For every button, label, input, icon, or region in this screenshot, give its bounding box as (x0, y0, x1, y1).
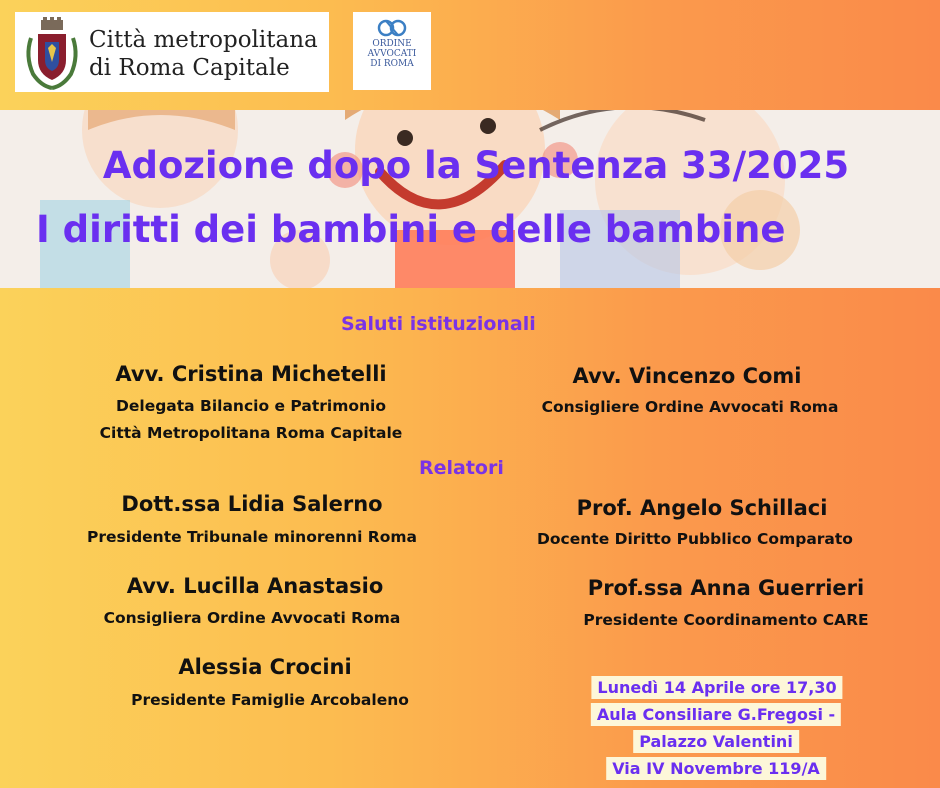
speaker-role: Presidente Tribunale minorenni Roma (87, 528, 417, 546)
speaker-name: Prof.ssa Anna Guerrieri (587, 576, 865, 600)
children-illustration (0, 110, 940, 288)
saluti-right-name: Avv. Vincenzo Comi (572, 364, 802, 388)
speaker-role: Docente Diritto Pubblico Comparato (537, 530, 853, 548)
relatori-heading: Relatori (419, 457, 504, 479)
citta-line-1: Città metropolitana (89, 27, 318, 53)
event-title-line-2: I diritti dei bambini e delle bambine (36, 208, 786, 251)
speaker-name: Avv. Lucilla Anastasio (126, 574, 384, 598)
speaker-name: Dott.ssa Lidia Salerno (121, 492, 383, 516)
ordine-line-3: DI ROMA (370, 59, 414, 69)
saluti-left-role-2: Città Metropolitana Roma Capitale (99, 424, 403, 442)
citta-line-2: di Roma Capitale (89, 55, 290, 81)
saluti-left-role-1: Delegata Bilancio e Patrimonio (116, 397, 386, 415)
event-date: Lunedì 14 Aprile ore 17,30 (591, 676, 842, 699)
event-place-2: Palazzo Valentini (633, 730, 799, 753)
children-illustration-banner (0, 110, 940, 288)
ordine-line-1: ORDINE (372, 39, 412, 49)
speaker-name: Alessia Crocini (178, 655, 352, 679)
saluti-heading: Saluti istituzionali (341, 313, 536, 335)
saluti-left-name: Avv. Cristina Michetelli (115, 362, 387, 386)
speaker-role: Consigliera Ordine Avvocati Roma (103, 609, 401, 627)
citta-metropolitana-logo (15, 12, 329, 92)
ordine-avvocati-logo (353, 12, 431, 90)
speaker-name: Prof. Angelo Schillaci (576, 496, 828, 520)
ordine-line-2: AVVOCATI (367, 49, 417, 59)
event-place-1: Aula Consiliare G.Fregosi - (591, 703, 841, 726)
speaker-role: Presidente Famiglie Arcobaleno (131, 691, 409, 709)
speaker-role: Presidente Coordinamento CARE (583, 611, 869, 629)
ordine-knot-icon (377, 18, 407, 38)
event-title-line-1: Adozione dopo la Sentenza 33/2025 (102, 144, 850, 187)
saluti-right-role-1: Consigliere Ordine Avvocati Roma (541, 398, 839, 416)
roma-crest-icon (21, 16, 83, 90)
event-address: Via IV Novembre 119/A (606, 757, 826, 780)
